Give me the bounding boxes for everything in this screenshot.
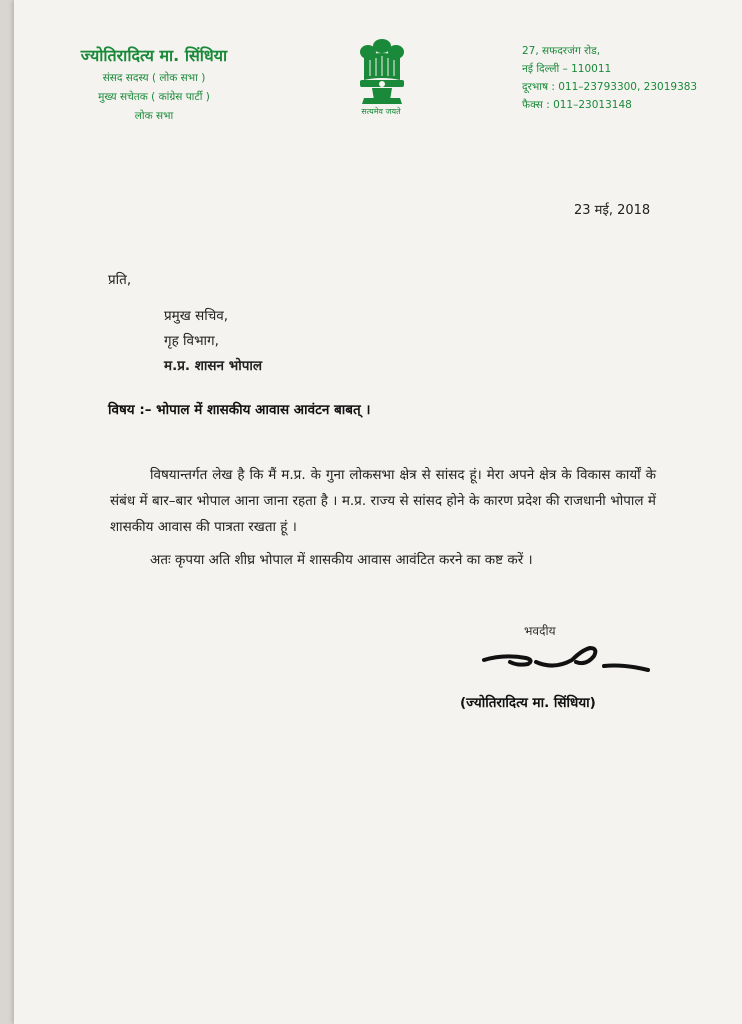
letter-subject: विषय :– भोपाल में शासकीय आवास आवंटन बाबत् । bbox=[108, 402, 371, 418]
sender-designation-2: मुख्य सचेतक ( कांग्रेस पार्टी ) bbox=[98, 91, 210, 103]
letterhead-sender bbox=[54, 44, 254, 123]
recipient-address bbox=[164, 306, 262, 381]
body-paragraph-2: अतः कृपया अति शीघ्र भोपाल में शासकीय आवास आवंटित करने का कष्ट करें । bbox=[150, 552, 533, 568]
address-line-1: 27, सफदरजंग रोड, bbox=[522, 45, 601, 57]
letterhead-contact bbox=[522, 44, 722, 116]
signatory-name: (ज्योतिरादित्य मा. सिंधिया) bbox=[460, 695, 596, 711]
closing-salutation: भवदीय bbox=[524, 624, 556, 638]
recipient-line-2: गृह विभाग, bbox=[164, 333, 219, 349]
body-paragraph-1: विषयान्तर्गत लेख है कि मैं म.प्र. के गुना लोकसभा क्षेत्र से सांसद हूं। मेरा अपने क्षेत्र के विकास कार्यों के संबंध में बार–बार भोपाल आना जाना रहता है । म.प्र. राज्य से सांसद होने के कारण प्रदेश की राजधानी भोपाल में शासकीय आवास की पात्रता रखता हूं । bbox=[110, 467, 656, 535]
emblem-motto: सत्यमेव जयते bbox=[361, 107, 401, 116]
fax-number: फैक्स : 011–23013148 bbox=[522, 99, 632, 111]
sender-designation-3: लोक सभा bbox=[134, 110, 174, 122]
to-label: प्रति, bbox=[108, 272, 132, 288]
sender-name: ज्योतिरादित्य मा. सिंधिया bbox=[80, 46, 228, 65]
recipient-line-3: म.प्र. शासन भोपाल bbox=[164, 358, 263, 374]
recipient-line-1: प्रमुख सचिव, bbox=[164, 308, 229, 324]
sender-designation-1: संसद सदस्य ( लोक सभा ) bbox=[102, 72, 206, 84]
phone-numbers: दूरभाष : 011–23793300, 23019383 bbox=[522, 81, 698, 93]
handwritten-signature bbox=[464, 636, 664, 686]
address-line-2: नई दिल्ली – 110011 bbox=[522, 63, 612, 75]
letter-date: 23 मई, 2018 bbox=[574, 203, 651, 218]
letter-page bbox=[14, 0, 742, 1024]
